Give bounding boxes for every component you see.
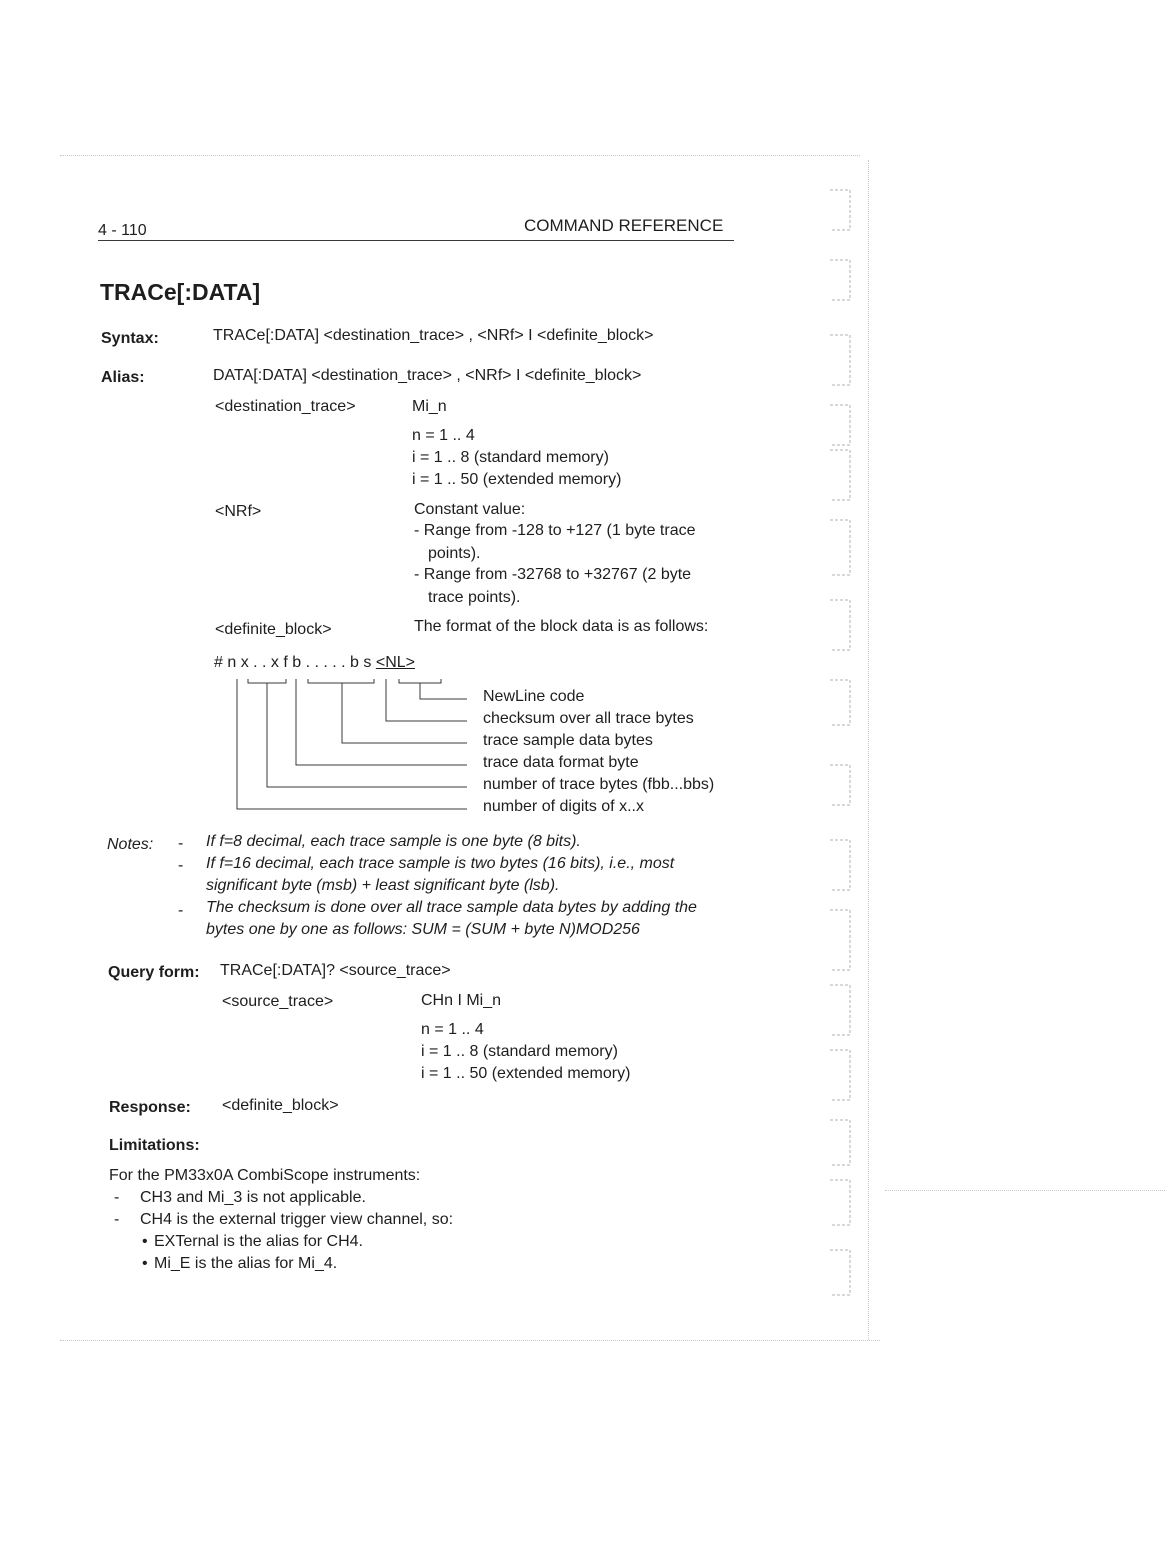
limitations-subitem: Mi_E is the alias for Mi_4.	[154, 1255, 338, 1272]
legend-number-of-trace-bytes: number of trace bytes (fbb...bbs)	[483, 776, 715, 793]
nrf-line: - Range from -32768 to +32767 (2 byte	[414, 566, 692, 583]
legend-newline-code: NewLine code	[483, 688, 585, 705]
block-format-nl: <NL>	[375, 654, 415, 671]
param-nrf: <NRf>	[215, 503, 262, 520]
source-trace-line: i = 1 .. 8 (standard memory)	[421, 1043, 618, 1060]
nrf-line: Constant value:	[414, 501, 526, 518]
destination-trace-line: n = 1 .. 4	[412, 427, 475, 444]
limitations-dash: -	[114, 1189, 120, 1206]
source-trace-line: n = 1 .. 4	[421, 1021, 484, 1038]
block-format-prefix: # n x . . x f b . . . . . b s	[214, 654, 376, 671]
limitations-bullet: •	[142, 1255, 148, 1272]
limitations-item: CH3 and Mi_3 is not applicable.	[140, 1189, 366, 1206]
query-form-label: Query form:	[108, 964, 200, 981]
param-source-trace: <source_trace>	[222, 993, 334, 1010]
query-form-text: TRACe[:DATA]? <source_trace>	[220, 962, 451, 979]
legend-number-of-digits: number of digits of x..x	[483, 798, 644, 815]
note-line: The checksum is done over all trace sample data bytes by adding the	[206, 899, 697, 916]
alias-text: DATA[:DATA] <destination_trace> , <NRf> I <definite_block>	[213, 367, 642, 384]
param-destination-trace: <destination_trace>	[215, 398, 356, 415]
legend-checksum: checksum over all trace bytes	[483, 710, 694, 727]
section-title: COMMAND REFERENCE	[524, 216, 724, 235]
response-text: <definite_block>	[222, 1097, 339, 1114]
notes-dash: -	[178, 835, 184, 852]
nrf-line: - Range from -128 to +127 (1 byte trace	[414, 522, 696, 539]
nrf-line: trace points).	[428, 589, 521, 606]
limitations-heading: Limitations:	[109, 1137, 200, 1154]
source-trace-value: CHn I Mi_n	[421, 992, 502, 1009]
response-label: Response:	[109, 1099, 191, 1116]
destination-trace-line: i = 1 .. 8 (standard memory)	[412, 449, 609, 466]
legend-sample-data: trace sample data bytes	[483, 732, 653, 749]
definite-block-description: The format of the block data is as follows:	[414, 618, 709, 635]
limitations-dash: -	[114, 1211, 120, 1228]
note-line: If f=16 decimal, each trace sample is two bytes (16 bits), i.e., most	[206, 855, 675, 872]
limitations-bullet: •	[142, 1233, 148, 1250]
destination-trace-line: i = 1 .. 50 (extended memory)	[412, 471, 622, 488]
note-line: If f=8 decimal, each trace sample is one byte (8 bits).	[206, 833, 581, 850]
command-title: TRACe[:DATA]	[100, 279, 261, 305]
syntax-label: Syntax:	[101, 330, 159, 347]
limitations-subitem: EXTernal is the alias for CH4.	[154, 1233, 363, 1250]
notes-dash: -	[178, 902, 184, 919]
nrf-line: points).	[428, 545, 481, 562]
limitations-intro: For the PM33x0A CombiScope instruments:	[109, 1167, 421, 1184]
note-line: significant byte (msb) + least significant byte (lsb).	[206, 877, 560, 894]
notes-label: Notes:	[107, 836, 154, 853]
destination-trace-value: Mi_n	[412, 398, 447, 415]
notes-dash: -	[178, 857, 184, 874]
alias-label: Alias:	[101, 369, 145, 386]
note-line: bytes one by one as follows: SUM = (SUM + byte N)MOD256	[206, 921, 640, 938]
limitations-item: CH4 is the external trigger view channel, so:	[140, 1211, 454, 1228]
legend-format-byte: trace data format byte	[483, 754, 639, 771]
page-number: 4 - 110	[98, 222, 147, 239]
param-definite-block: <definite_block>	[215, 621, 332, 638]
source-trace-line: i = 1 .. 50 (extended memory)	[421, 1065, 631, 1082]
syntax-text: TRACe[:DATA] <destination_trace> , <NRf> I <definite_block>	[213, 327, 654, 344]
